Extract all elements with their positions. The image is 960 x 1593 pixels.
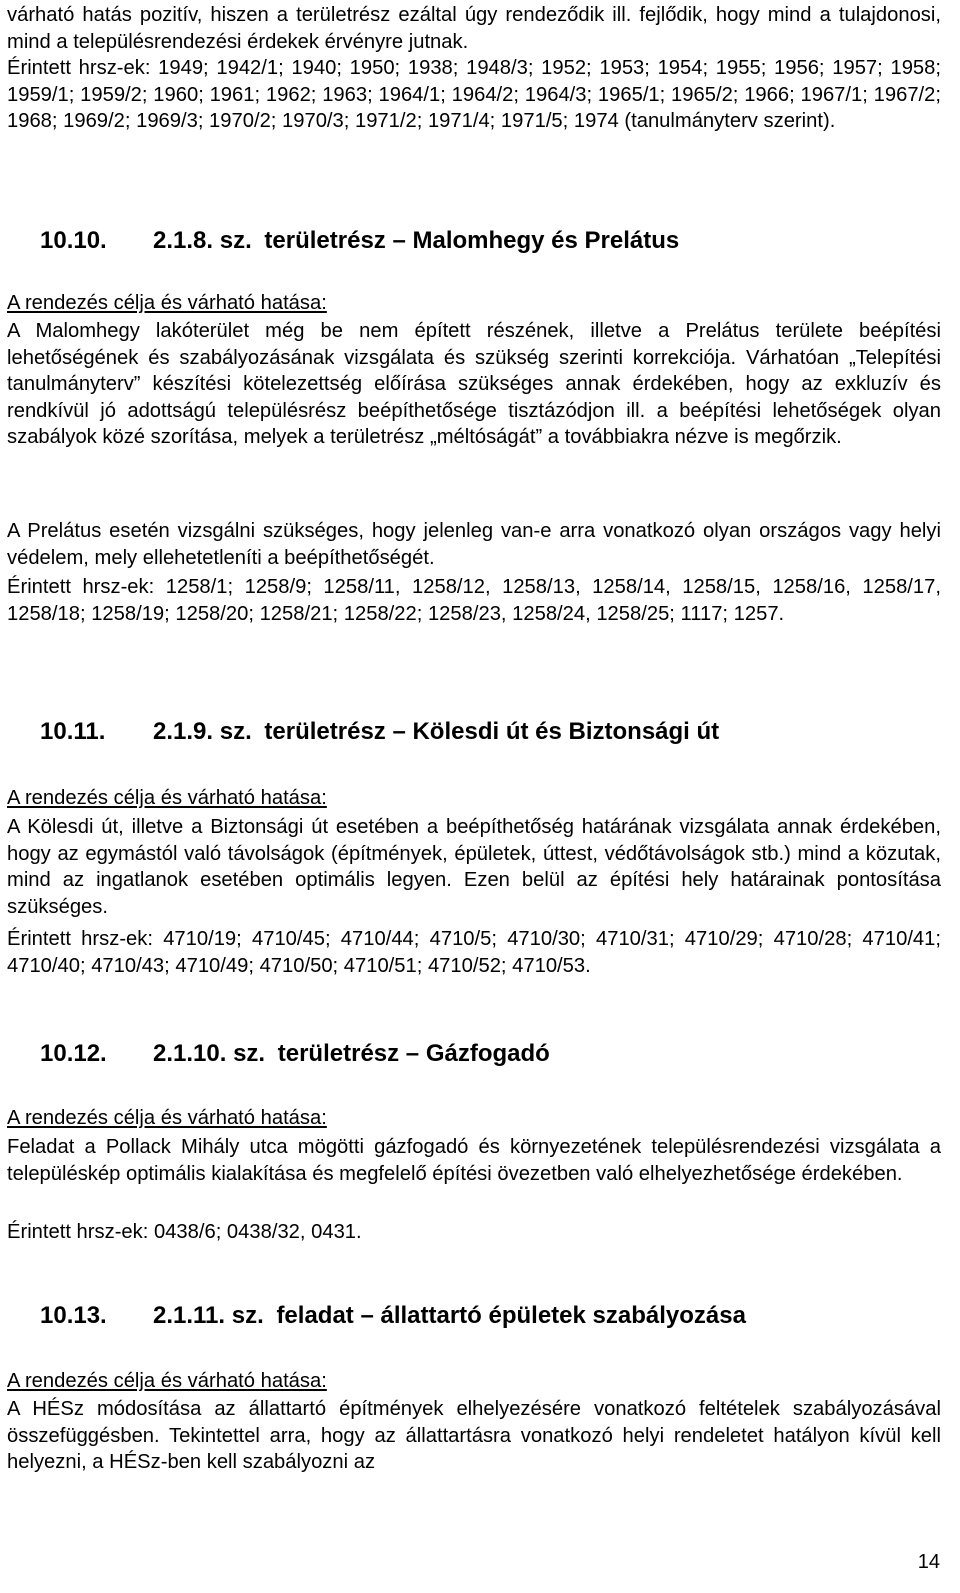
- intro-hrsz-list: Érintett hrsz-ek: 1949; 1942/1; 1940; 1950; 1938; 1948/3; 1952; 1953; 1954; 1955; 1956; 1957; 1958; 1959/1; 1959/2; 1960; 1961; 1962; 1963; 1964/1; 1964/2; 1964/3; 1965/1; 1965/2; 1966; 1967/1; 1967/2; 1968; 1969/2; 1969/3; 1970/2; 1970/3; 1971/2; 1971/4; 1971/5; 1974 (tanulmányterv szerint).: [7, 57, 941, 133]
- section-label: A rendezés célja és várható hatása:: [7, 787, 327, 809]
- section-label: A rendezés célja és várható hatása:: [7, 292, 327, 314]
- section-paragraph: Feladat a Pollack Mihály utca mögötti gázfogadó és környezetének településrendezési vizsgálata a településkép optimális kialakítása és megfelelő építési övezetben való elhelyezhetősége érdekében.: [7, 1136, 941, 1185]
- section-number: 10.12.: [40, 1040, 107, 1067]
- section-title: területrész – Kölesdi út és Biztonsági út: [264, 718, 720, 745]
- section-label: A rendezés célja és várható hatása:: [7, 1370, 327, 1392]
- section-code: 2.1.10. sz.: [153, 1040, 266, 1067]
- section-paragraph: A Malomhegy lakóterület még be nem épített részének, illetve a Prelátus területe beépítési lehetőségének és szabályozásának vizsgálata és szükség szerinti korrekciója. Várhatóan „Telepítési tanulmányterv” készítési kötelezettség előírása szükséges annak érdekében, hogy az exkluzív és rendkívül jó adottságú településrész beépíthetősége tisztázódjon ill. a beépítési lehetőségek olyan szabályok közé szorítása, melyek a területrész „méltóságát” a továbbiakra nézve is megőrzik.: [7, 320, 941, 449]
- section-number: 10.10.: [40, 227, 107, 254]
- section-title: feladat – állattartó épületek szabályozása: [276, 1302, 746, 1329]
- section-hrsz-list: Érintett hrsz-ek: 4710/19; 4710/45; 4710/44; 4710/5; 4710/30; 4710/31; 4710/29; 4710/28; 4710/41; 4710/40; 4710/43; 4710/49; 4710/50; 4710/51; 4710/52; 4710/53.: [7, 928, 941, 977]
- section-code: 2.1.8. sz.: [153, 227, 252, 254]
- section-title: területrész – Gázfogadó: [277, 1040, 550, 1067]
- section-code: 2.1.9. sz.: [153, 718, 252, 745]
- section-hrsz-list: Érintett hrsz-ek: 1258/1; 1258/9; 1258/11, 1258/12, 1258/13, 1258/14, 1258/15, 1258/16, 1258/17, 1258/18; 1258/19; 1258/20; 1258/21; 1258/22; 1258/23, 1258/24, 1258/25; 1117; 1257.: [7, 576, 941, 625]
- section-heading-10-10: [40, 226, 679, 256]
- section-label: A rendezés célja és várható hatása:: [7, 1107, 327, 1129]
- page-number: 14: [917, 1551, 940, 1573]
- intro-paragraph: várható hatás pozitív, hiszen a területrész ezáltal úgy rendeződik ill. fejlődik, hogy mind a tulajdonosi, mind a településrendezési érdekek érvényre jutnak.: [7, 4, 941, 53]
- section-paragraph: A HÉSz módosítása az állattartó építmények elhelyezésére vonatkozó feltételek szabályozásával összefüggésben. Tekintettel arra, hogy az állattartásra vonatkozó helyi rendeletet hatályon kívül kell helyezni, a HÉSz-ben kell szabályozni az: [7, 1398, 941, 1474]
- section-heading-10-13: [40, 1301, 746, 1331]
- section-heading-10-11: [40, 717, 719, 747]
- section-code: 2.1.11. sz.: [153, 1302, 264, 1329]
- section-number: 10.11.: [40, 718, 106, 745]
- section-title: területrész – Malomhegy és Prelátus: [264, 227, 680, 254]
- section-paragraph: A Kölesdi út, illetve a Biztonsági út esetében a beépíthetőség határának vizsgálata annak érdekében, hogy az egymástól való távolságok (építmények, épületek, úttest, védőtávolságok stb.) mind a közutak, mind az ingatlanok esetében optimális legyen. Ezen belül az építési hely határainak pontosítása szükséges.: [7, 816, 941, 918]
- section-paragraph: A Prelátus esetén vizsgálni szükséges, hogy jelenleg van-e arra vonatkozó olyan országos vagy helyi védelem, mely ellehetetleníti a beépíthetőségét.: [7, 520, 941, 569]
- section-hrsz-list: Érintett hrsz-ek: 0438/6; 0438/32, 0431.: [7, 1221, 362, 1243]
- section-number: 10.13.: [40, 1302, 107, 1329]
- section-heading-10-12: [40, 1039, 550, 1069]
